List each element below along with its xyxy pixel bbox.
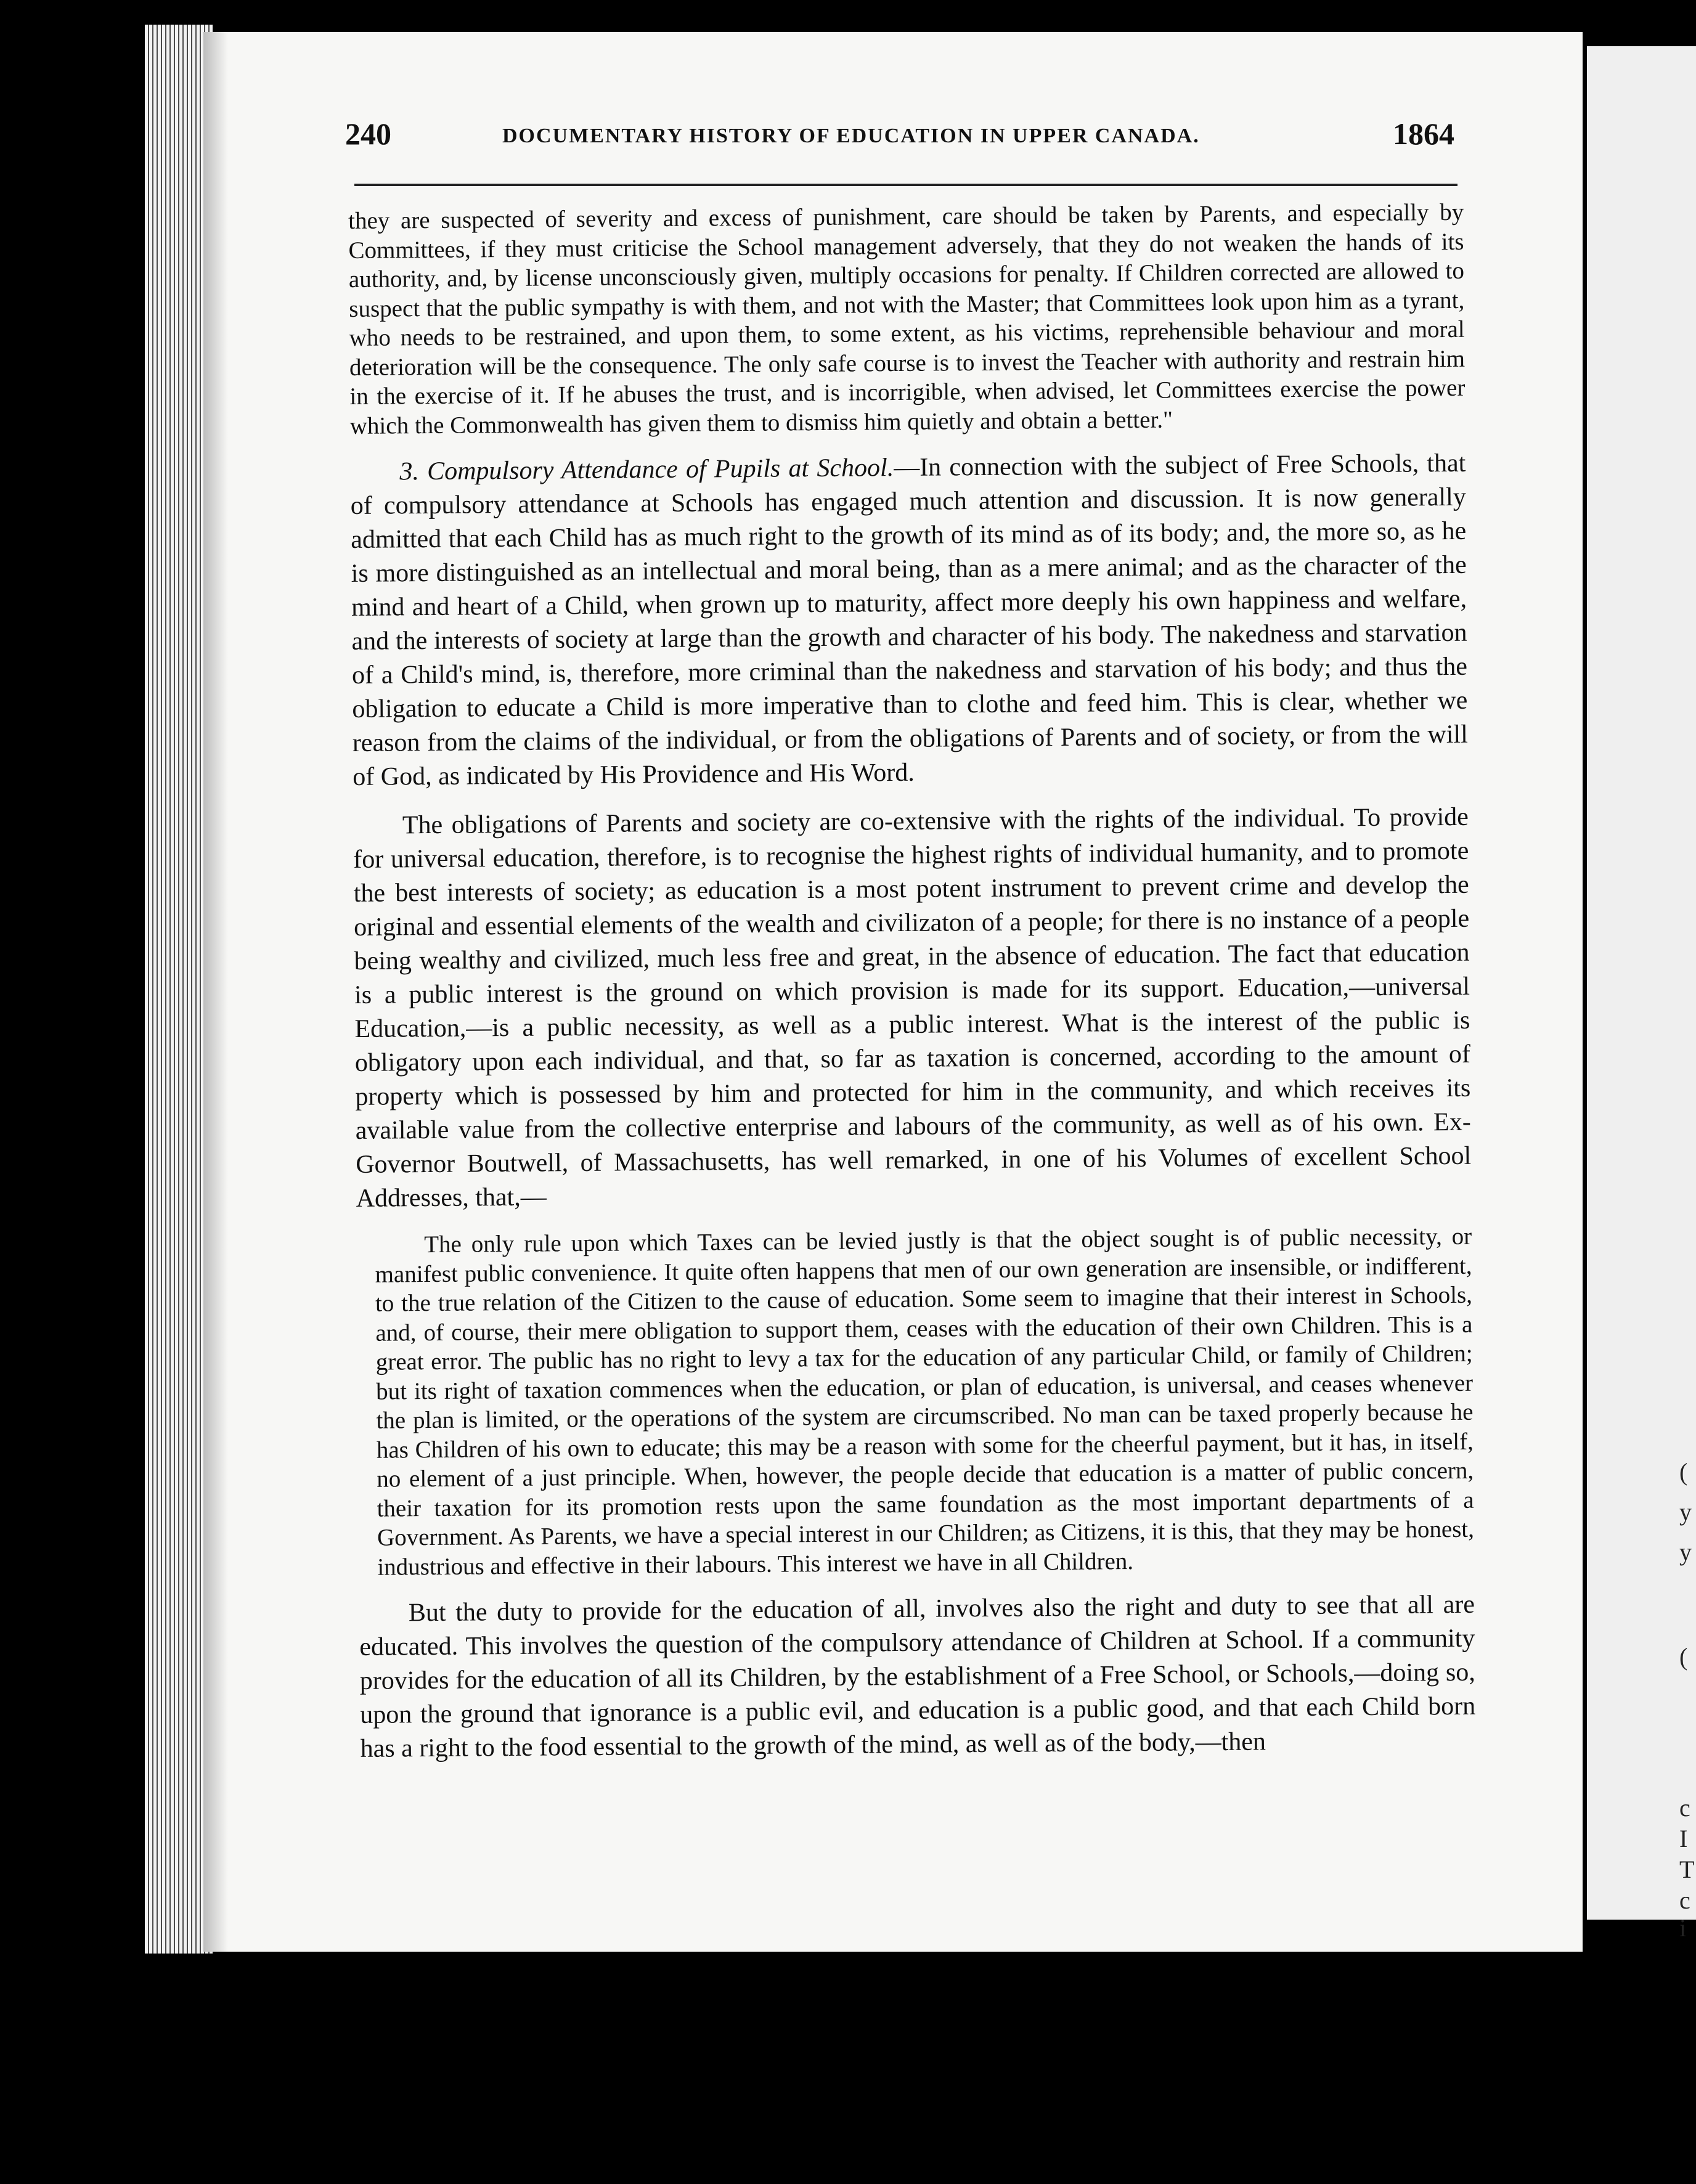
- adjacent-glyph: (: [1679, 1643, 1688, 1671]
- section-heading: 3. Compulsory Attendance of Pupils at School.: [399, 454, 894, 486]
- adjacent-glyph: c: [1679, 1794, 1690, 1822]
- header-rule: [354, 184, 1458, 186]
- adjacent-glyph: I: [1679, 1825, 1688, 1852]
- body-text: [348, 198, 1476, 1766]
- paragraph-compulsory-attendance: [350, 447, 1468, 794]
- adjacent-glyph: y: [1679, 1498, 1692, 1526]
- section-text: —In connection with the subject of Free Schools, that of compulsory attendance at Schools has engaged much attention and discussion. It is now generally admitted that each Child has as much right to the growth of its mind as of its body; and, the more so, as he is more distinguished as an intellectual and moral being, than as a mere animal; and as the character of the mind and heart of a Child, when grown up to maturity, affect more deeply his own happiness and welfare, and the interests of society at large than the growth and character of his body. The nakedness and starvation of a Child's mind, is, therefore, more criminal than the nakedness and starvation of his body; and thus the obligation to educate a Child is more imperative than to clothe and feed him. This is clear, whether we reason from the claims of the individual, or from the obligations of Parents and of society, or from the will of God, as indicated by His Providence and His Word.: [350, 449, 1468, 791]
- paragraph-continued-quote: they are suspected of severity and excess of punishment, care should be taken by Parents, and especially by Committees, if they must criticise the School management adversely, that they do not weaken the hands of its authority, and, by license unconsciously given, multiply occasions for penalty. If Children corrected are allowed to suspect that the public sympathy is with them, and not with the Master; that Committees look upon him as a tyrant, who needs to be restrained, and upon them, to some extent, as his victims, reprehensible behaviour and moral deterioration will be the consequence. The only safe course is to invest the Teacher with authority and restrain him in the exercise of it. If he abuses the trust, and is incorrigible, when advised, let Committees exercise the power which the Commonwealth has given them to dismiss him quietly and obtain a better.": [348, 198, 1466, 439]
- running-header: [345, 116, 1454, 159]
- adjacent-glyph: c: [1679, 1886, 1690, 1914]
- adjacent-glyph: i: [1679, 1914, 1687, 1942]
- adjacent-page-fragment: [1587, 46, 1696, 1942]
- page-gutter-shadow: [203, 32, 228, 1952]
- paragraph-obligations: The obligations of Parents and society are co-extensive with the rights of the individual. To provide for universal education, therefore, is to recognise the highest rights of individual humanity, and to promote the best interests of society; as education is a most potent instrument to prevent crime and develop the original and essential elements of the wealth and civilizaton of a people; for there is no instance of a people being wealthy and civilized, much less free and great, in the absence of education. The fact that education is a public interest is the ground on which provision is made for its support. Education,—universal Education,—is a public necessity, as well as a public interest. What is the interest of the public is obligatory upon each individual, and that, so far as taxation is concerned, according to the amount of property which is possessed by him and protected for him in the community, and which receives its available value from the collective enterprise and labours of the community, as well as of his own. Ex-Governor Boutwell, of Massachusetts, has well remarked, in one of his Volumes of excellent School Addresses, that,—: [353, 802, 1472, 1213]
- adjacent-glyph: (: [1679, 1458, 1688, 1486]
- adjacent-glyph: T: [1679, 1856, 1695, 1883]
- block-quote-boutwell: The only rule upon which Taxes can be levied justly is that the object sought is of public necessity, or manifest public convenience. It quite often happens that men of our own generation are insensible, or indifferent, to the true relation of the Citizen to the cause of education. Some seem to imagine that their interest in Schools, and, of course, their mere obligation to support them, ceases with the education of their own Children. This is a great error. The public has no right to levy a tax for the education of any particular Child, or family of Children; but its right of taxation commences when the education, or plan of education, is universal, and ceases whenever the plan is limited, or the operations of the system are circumscribed. No man can be taxed properly because he has Children of his own to educate; this may be a reason with some for the cheerful payment, but it has, in itself, no element of a just principle. When, however, the people decide that education is a matter of public concern, their taxation for its promotion rests upon the same foundation as the most important departments of a Government. As Parents, we have a special interest in our Children; as Citizens, it is this, that they may be honest, industrious and effective in their labours. This interest we have in all Children.: [375, 1223, 1475, 1581]
- running-title: DOCUMENTARY HISTORY OF EDUCATION IN UPPER CANADA.: [502, 124, 1200, 147]
- book-page-edges: [145, 25, 213, 1954]
- header-year: 1864: [1393, 116, 1454, 151]
- adjacent-glyph: y: [1679, 1538, 1692, 1566]
- page-number: 240: [345, 116, 391, 151]
- paragraph-duty: But the duty to provide for the education of all, involves also the right and duty to see that all are educated. This involves the question of the compulsory attendance of Children at School. If a community provides for the education of all its Children, by the establishment of a Free School, or Schools,—doing so, upon the ground that ignorance is a public evil, and education is a public good, and that each Child born has a right to the food essential to the growth of the mind, as well as of the body,—then: [359, 1590, 1476, 1763]
